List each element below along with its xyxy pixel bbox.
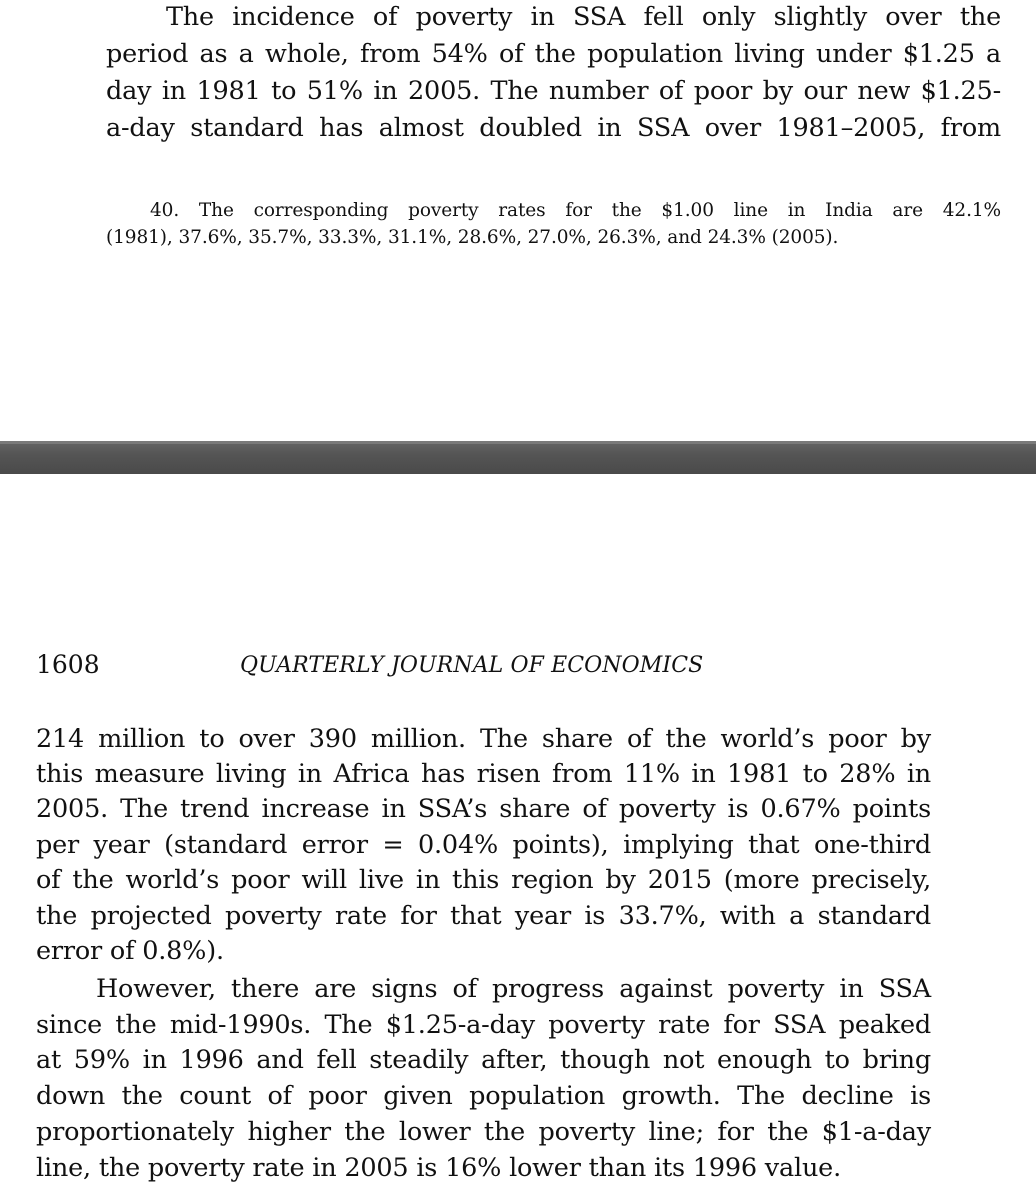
text-line: The incidence of poverty in SSA fell only slightly over the [166,2,1001,32]
text-line: at 59% in 1996 and fell steadily after, though not enough to bring [36,1045,931,1075]
text-line: day in 1981 to 51% in 2005. The number of poor by our new $1.25- [106,76,1001,106]
text-line: line, the poverty rate in 2005 is 16% lower than its 1996 value. [36,1153,841,1183]
text-line: down the count of poor given population growth. The decline is [36,1081,931,1111]
text-line: period as a whole, from 54% of the population living under $1.25 a [106,39,1001,69]
text-line: the projected poverty rate for that year is 33.7%, with a standard [36,901,931,931]
footnote-line: 40. The corresponding poverty rates for the $1.00 line in India are 42.1% [150,200,1001,221]
text-line: a-day standard has almost doubled in SSA over 1981–2005, from [106,113,1001,143]
text-line: error of 0.8%). [36,936,224,966]
text-line: proportionately higher the lower the poverty line; for the $1-a-day [36,1117,931,1147]
page-number: 1608 [36,650,100,679]
footnote-line: (1981), 37.6%, 35.7%, 33.3%, 31.1%, 28.6%, 27.0%, 26.3%, and 24.3% (2005). [106,227,839,248]
text-line: However, there are signs of progress against poverty in SSA [96,974,931,1004]
running-head: QUARTERLY JOURNAL OF ECONOMICS [240,653,704,678]
text-line: of the world’s poor will live in this region by 2015 (more precisely, [36,865,931,895]
text-line: per year (standard error = 0.04% points), implying that one-third [36,830,931,860]
top-page [0,0,1036,441]
text-line: this measure living in Africa has risen from 11% in 1981 to 28% in [36,759,931,789]
text-line: 2005. The trend increase in SSA’s share of poverty is 0.67% points [36,794,931,824]
text-line: since the mid-1990s. The $1.25-a-day poverty rate for SSA peaked [36,1010,931,1040]
page-divider [0,441,1036,474]
text-line: 214 million to over 390 million. The share of the world’s poor by [36,724,931,754]
